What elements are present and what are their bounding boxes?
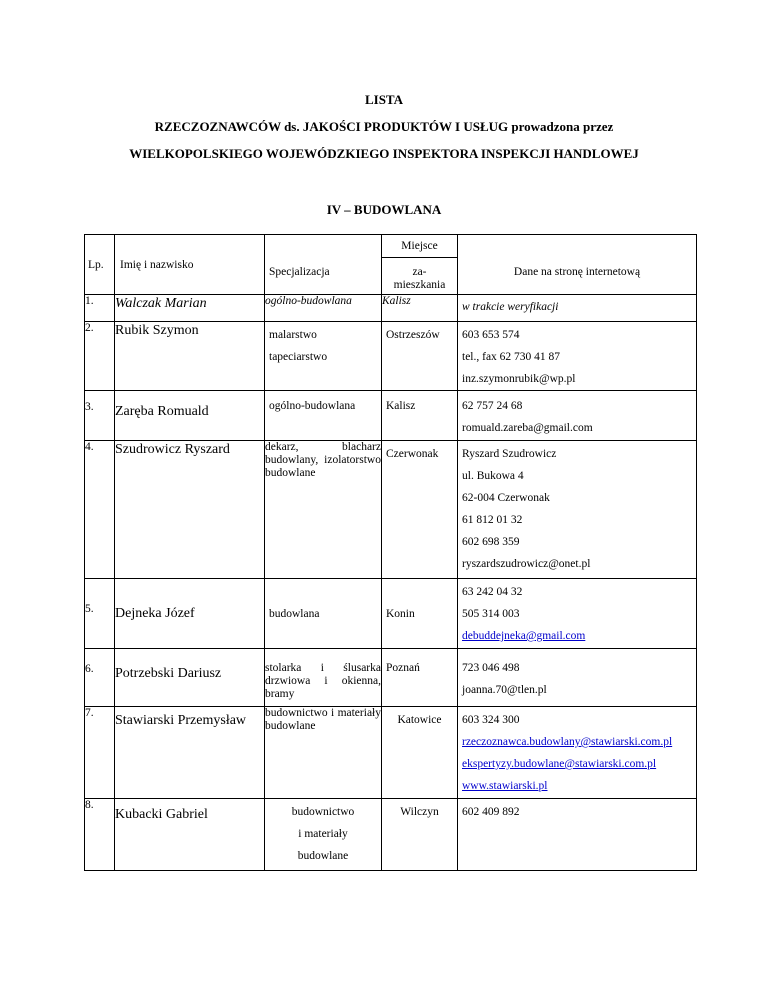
row-place: Kalisz: [382, 295, 458, 322]
row-web: 723 046 498 joanna.70@tlen.pl: [458, 649, 697, 707]
row-lp: 2.: [85, 322, 115, 391]
email-link[interactable]: debuddejneka@gmail.com: [462, 630, 586, 642]
row-spec: malarstwo tapeciarstwo: [265, 322, 382, 391]
row-web: Ryszard Szudrowicz ul. Bukowa 4 62-004 Czerwonak 61 812 01 32 602 698 359 ryszardszudrowicz@onet.pl: [458, 441, 697, 579]
row-place: Ostrzeszów: [382, 322, 458, 391]
row-spec: ogólno-budowlana: [265, 295, 382, 322]
col-web: Dane na stronę internetową: [458, 235, 697, 295]
table-row: [85, 649, 697, 707]
row-lp: 4.: [85, 441, 115, 579]
col-lp: Lp.: [85, 235, 115, 295]
col-spec: Specjalizacja: [265, 235, 382, 295]
row-name: Szudrowicz Ryszard: [115, 441, 265, 579]
row-web: 603 653 574 tel., fax 62 730 41 87 inz.szymonrubik@wp.pl: [458, 322, 697, 391]
doc-subtitle: RZECZOZNAWCÓW ds. JAKOŚCI PRODUKTÓW I USŁUG prowadzona przez: [154, 119, 614, 134]
row-lp: 5.: [85, 579, 115, 649]
row-place: Czerwonak: [382, 441, 458, 579]
table-row: [85, 391, 697, 441]
email-link[interactable]: rzeczoznawca.budowlany@stawiarski.com.pl: [462, 736, 673, 748]
row-name: Potrzebski Dariusz: [115, 649, 265, 707]
row-web: 602 409 892: [458, 799, 697, 871]
row-place: Poznań: [382, 649, 458, 707]
table-row: [85, 295, 697, 322]
row-web: 603 324 300 rzeczoznawca.budowlany@stawiarski.com.pl ekspertyzy.budowlane@stawiarski.com.pl www.stawiarski.pl: [458, 707, 697, 799]
table-row: [85, 707, 697, 799]
row-place: Wilczyn: [382, 799, 458, 871]
col-name: Imię i nazwisko: [115, 235, 265, 295]
table-header-row: [85, 235, 697, 295]
doc-title: LISTA: [364, 92, 404, 107]
row-lp: 6.: [85, 649, 115, 707]
table-row: [85, 322, 697, 391]
row-lp: 8.: [85, 799, 115, 871]
row-name: Walczak Marian: [115, 295, 265, 322]
email-link[interactable]: ekspertyzy.budowlane@stawiarski.com.pl: [462, 758, 657, 770]
row-web: w trakcie weryfikacji: [458, 295, 697, 322]
row-name: Dejneka Józef: [115, 579, 265, 649]
row-spec: dekarz, blacharz budowlany, izolatorstwo budowlane: [265, 441, 382, 579]
row-lp: 1.: [85, 295, 115, 322]
row-spec: ogólno-budowlana: [265, 391, 382, 441]
row-name: Stawiarski Przemysław: [115, 707, 265, 799]
table-row: [85, 799, 697, 871]
row-lp: 3.: [85, 391, 115, 441]
table-row: [85, 441, 697, 579]
section-title: IV – BUDOWLANA: [326, 202, 442, 217]
table-row: [85, 579, 697, 649]
row-name: Zaręba Romuald: [115, 391, 265, 441]
row-spec: budownictwo i materiały budowlane: [265, 707, 382, 799]
row-spec: budowlana: [265, 579, 382, 649]
row-place: Katowice: [382, 707, 458, 799]
row-lp: 7.: [85, 707, 115, 799]
row-web: 62 757 24 68 romuald.zareba@gmail.com: [458, 391, 697, 441]
experts-table: [84, 234, 697, 871]
row-name: Rubik Szymon: [115, 322, 265, 391]
row-name: Kubacki Gabriel: [115, 799, 265, 871]
row-place: Kalisz: [382, 391, 458, 441]
row-spec: stolarka i ślusarka drzwiowa i okienna, bramy: [265, 649, 382, 707]
doc-subtitle-2: WIELKOPOLSKIEGO WOJEWÓDZKIEGO INSPEKTORA INSPEKCJI HANDLOWEJ: [129, 146, 639, 161]
row-place: Konin: [382, 579, 458, 649]
website-link[interactable]: www.stawiarski.pl: [462, 780, 548, 792]
row-web: 63 242 04 32 505 314 003 debuddejneka@gmail.com: [458, 579, 697, 649]
col-place: Miejsce za- mieszkania: [382, 235, 458, 295]
row-spec: budownictwo i materiały budowlane: [265, 799, 382, 871]
